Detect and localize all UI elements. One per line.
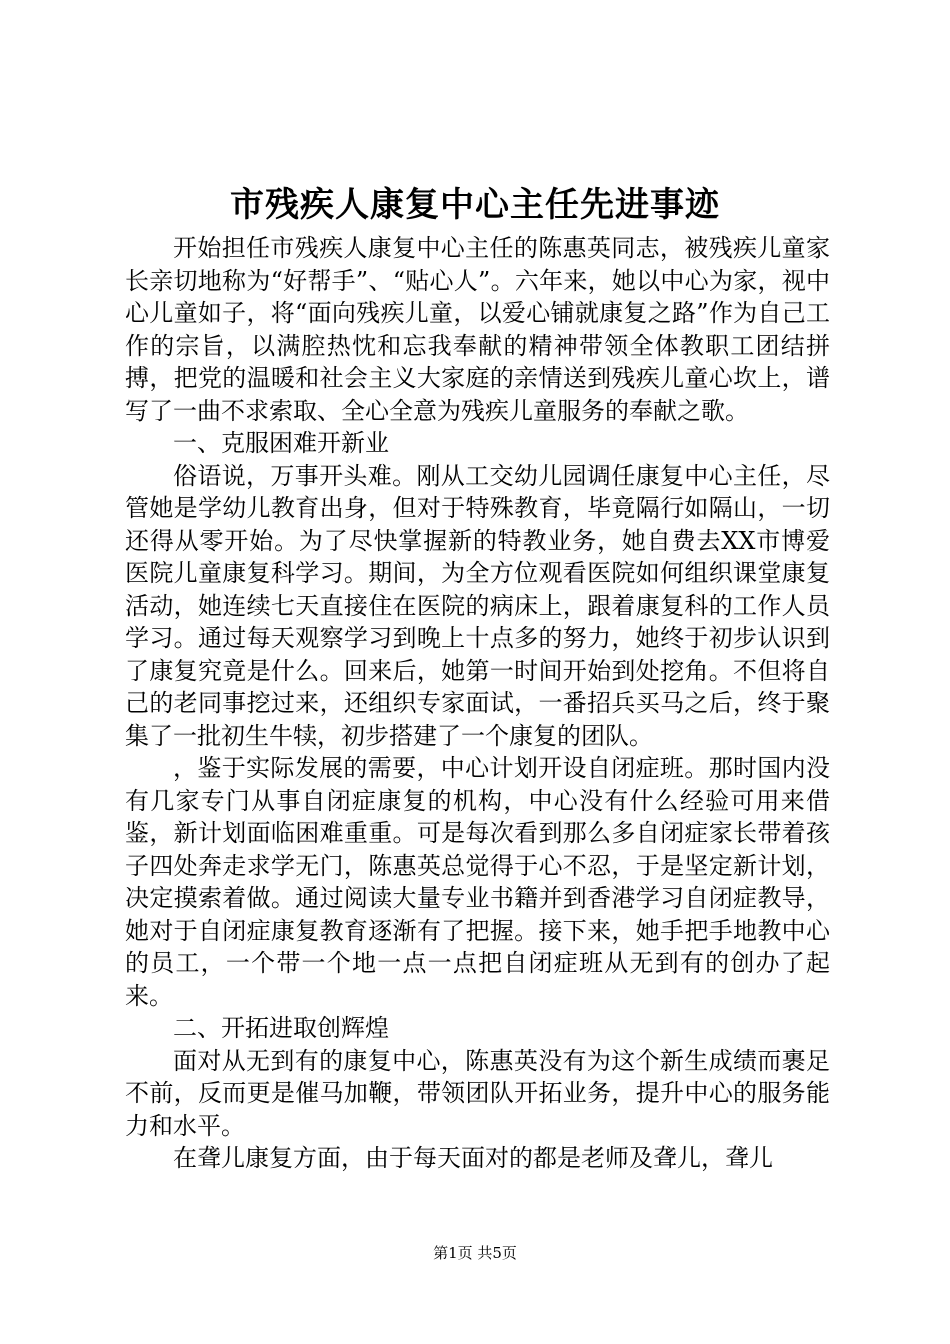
page-footer: 第1页 共5页 (433, 1244, 517, 1262)
document-title: 市残疾人康复中心主任先进事迹 (230, 185, 720, 225)
paragraph-intro: 开始担任市残疾人康复中心主任的陈惠英同志，被残疾儿童家长亲切地称为“好帮手”、“贴心人”。六年来，她以中心为家，视中心儿童如子，将“面向残疾儿童，以爱心铺就康复之路”作为自己工作的宗旨，以满腔热忱和忘我奉献的精神带领全体教职工团结拼搏，把党的温暖和社会主义大家庭的亲情送到残疾儿童心坎上，谱写了一曲不求索取、全心全意为残疾儿童服务的奉献之歌。 (125, 234, 830, 425)
paragraph: 面对从无到有的康复中心，陈惠英没有为这个新生成绩而裹足不前，反而更是催马加鞭，带领团队开拓业务，提升中心的服务能力和水平。 (125, 1046, 830, 1140)
paragraph: 在聋儿康复方面，由于每天面对的都是老师及聋儿，聋儿 (173, 1144, 773, 1172)
section-heading-2: 二、开拓进取创辉煌 (173, 1014, 389, 1042)
section-heading-1: 一、克服困难开新业 (173, 429, 389, 457)
document-body (125, 232, 830, 1175)
paragraph: 俗语说，万事开头难。刚从工交幼儿园调任康复中心主任，尽管她是学幼儿教育出身，但对于特殊教育，毕竟隔行如隔山，一切还得从零开始。为了尽快掌握新的特教业务，她自费去XX市博爱医院儿童康复科学习。期间，为全方位观看医院如何组织课堂康复活动，她连续七天直接住在医院的病床上，跟着康复科的工作人员学习。通过每天观察学习到晚上十点多的努力，她终于初步认识到了康复究竟是什么。回来后，她第一时间开始到处挖角。不但将自己的老同事挖过来，还组织专家面试，一番招兵买马之后，终于聚集了一批初生牛犊，初步搭建了一个康复的团队。 (125, 461, 830, 750)
paragraph: ，鉴于实际发展的需要，中心计划开设自闭症班。那时国内没有几家专门从事自闭症康复的机构，中心没有什么经验可用来借鉴，新计划面临困难重重。可是每次看到那么多自闭症家长带着孩子四处奔走求学无门，陈惠英总觉得于心不忍，于是坚定新计划，决定摸索着做。通过阅读大量专业书籍并到香港学习自闭症教导，她对于自闭症康复教育逐渐有了把握。接下来，她手把手地教中心的员工，一个带一个地一点一点把自闭症班从无到有的创办了起来。 (125, 754, 830, 1010)
